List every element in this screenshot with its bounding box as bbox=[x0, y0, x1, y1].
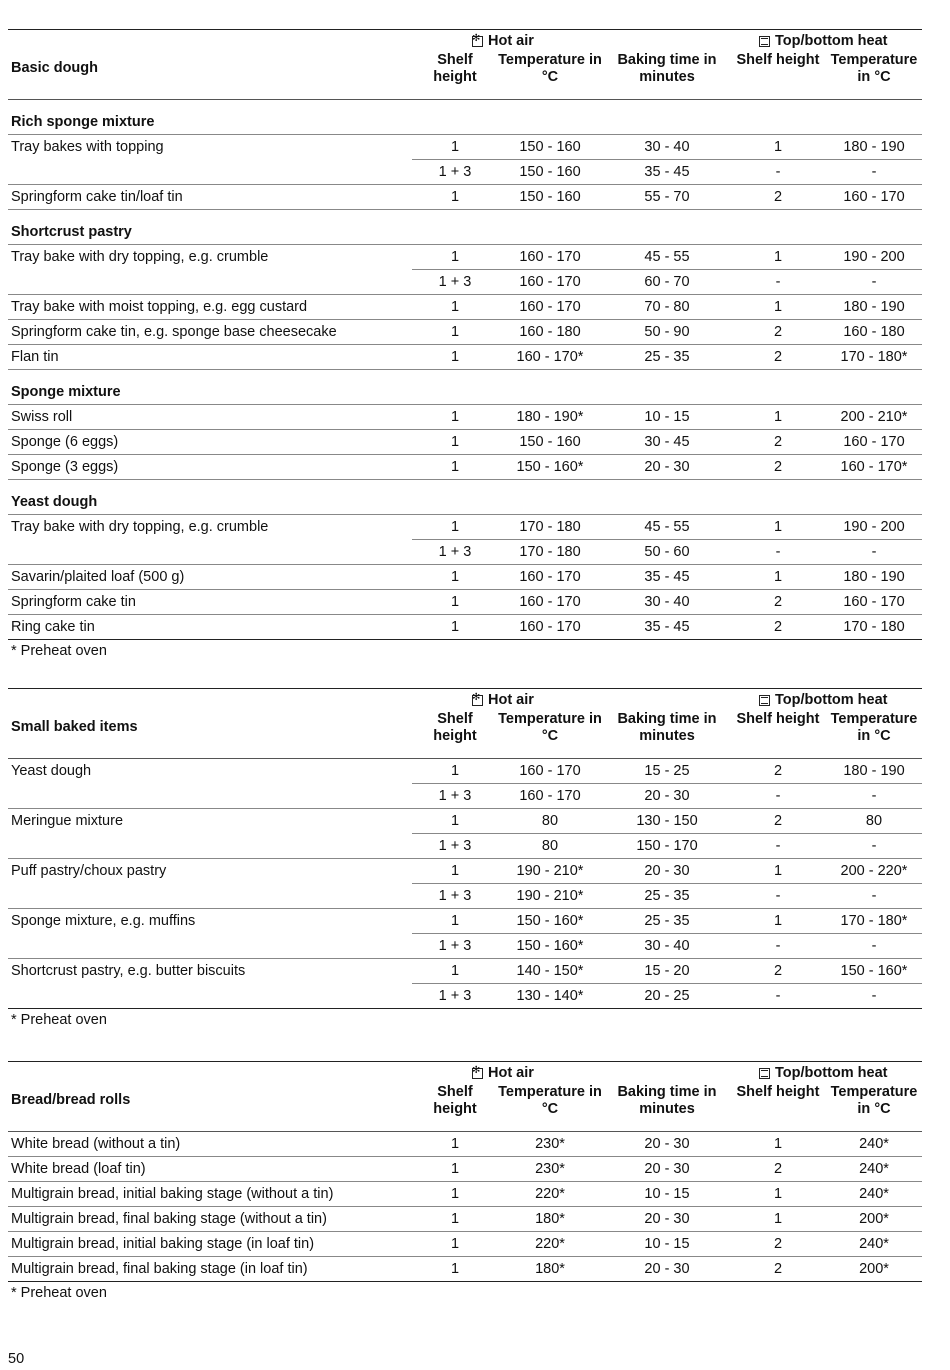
column-header bbox=[8, 1084, 922, 1132]
table-cell: 240* bbox=[859, 1136, 889, 1152]
table-cell: - bbox=[871, 274, 877, 290]
table-cell: - bbox=[871, 544, 877, 560]
top-bottom-heat-mode bbox=[759, 33, 888, 49]
table-row bbox=[8, 295, 922, 320]
table-cell: 1 bbox=[450, 189, 460, 205]
table-cell: 160 - 170 bbox=[519, 763, 581, 779]
table-row bbox=[8, 515, 922, 540]
row-label: Tray bake with moist topping, e.g. egg custard bbox=[11, 299, 308, 315]
footnote: * Preheat oven bbox=[11, 1012, 107, 1028]
table-cell: 150 - 160 bbox=[519, 164, 581, 180]
table-cell: 20 - 30 bbox=[644, 459, 690, 475]
table-cell: 160 - 170 bbox=[519, 299, 581, 315]
table-cell: 150 - 160 bbox=[519, 139, 581, 155]
table-cell: 180 - 190* bbox=[516, 409, 584, 425]
table-cell: 2 bbox=[773, 963, 783, 979]
table-cell: - bbox=[775, 988, 781, 1004]
table-cell: 60 - 70 bbox=[644, 274, 690, 290]
table-cell: 230* bbox=[535, 1161, 565, 1177]
row-label: Ring cake tin bbox=[11, 619, 95, 635]
table-cell: 1 + 3 bbox=[438, 938, 472, 954]
row-label: Springform cake tin bbox=[11, 594, 136, 610]
shelf-height-header: Shelf height bbox=[736, 711, 820, 727]
table-cell: 190 - 210* bbox=[516, 888, 584, 904]
table-row bbox=[8, 859, 922, 884]
row-label: Tray bake with dry topping, e.g. crumble bbox=[11, 249, 269, 265]
table-cell: 170 - 180 bbox=[519, 544, 581, 560]
table-cell: - bbox=[775, 274, 781, 290]
table-cell: 180 - 190 bbox=[843, 139, 905, 155]
mode-header bbox=[8, 689, 922, 711]
table-cell: - bbox=[871, 938, 877, 954]
temperature-header: Temperature in °C bbox=[830, 1084, 918, 1117]
table-cell: 1 bbox=[450, 1186, 460, 1202]
table-cell: 10 - 15 bbox=[644, 409, 690, 425]
shelf-height-header: Shelf height bbox=[433, 1084, 477, 1117]
row-label: Swiss roll bbox=[11, 409, 73, 425]
table-cell: 20 - 30 bbox=[644, 863, 690, 879]
table-cell: - bbox=[775, 938, 781, 954]
temperature-header: Temperature in °C bbox=[498, 52, 602, 85]
table-cell: 70 - 80 bbox=[644, 299, 690, 315]
table-cell: 160 - 180 bbox=[843, 324, 905, 340]
table-cell: 150 - 160* bbox=[516, 938, 584, 954]
row-label: Tray bakes with topping bbox=[11, 139, 164, 155]
table-cell: 20 - 25 bbox=[644, 988, 690, 1004]
table-cell: 2 bbox=[773, 349, 783, 365]
table-cell: 1 bbox=[450, 459, 460, 475]
table-row bbox=[8, 270, 922, 295]
table-cell: 1 bbox=[773, 863, 783, 879]
table-cell: 160 - 170* bbox=[840, 459, 908, 475]
table-cell: - bbox=[775, 888, 781, 904]
table-cell: 1 bbox=[450, 1136, 460, 1152]
row-label: Multigrain bread, final baking stage (without a tin) bbox=[11, 1211, 327, 1227]
table-cell: 160 - 170 bbox=[519, 249, 581, 265]
table-row bbox=[8, 160, 922, 185]
table-cell: 20 - 30 bbox=[644, 1136, 690, 1152]
table-cell: - bbox=[871, 838, 877, 854]
table-cell: 180 - 190 bbox=[843, 299, 905, 315]
table-row bbox=[8, 759, 922, 784]
table-cell: 55 - 70 bbox=[644, 189, 690, 205]
group-heading bbox=[8, 210, 922, 245]
hot-air-mode bbox=[472, 33, 534, 49]
table-cell: 180* bbox=[535, 1211, 565, 1227]
table-cell: 1 bbox=[450, 1161, 460, 1177]
table-row bbox=[8, 884, 922, 909]
table-cell: 2 bbox=[773, 594, 783, 610]
table-cell: 190 - 200 bbox=[843, 249, 905, 265]
row-label: Springform cake tin, e.g. sponge base cheesecake bbox=[11, 324, 337, 340]
table-cell: 1 bbox=[450, 913, 460, 929]
table-bread-rolls bbox=[8, 1061, 922, 1301]
table-cell: 1 bbox=[450, 139, 460, 155]
table-cell: 20 - 30 bbox=[644, 1211, 690, 1227]
table-cell: 2 bbox=[773, 324, 783, 340]
top-bottom-heat-label: Top/bottom heat bbox=[775, 1065, 888, 1081]
table-row bbox=[8, 1182, 922, 1207]
table-cell: 1 bbox=[773, 1186, 783, 1202]
table-cell: 160 - 170 bbox=[843, 189, 905, 205]
table-cell: - bbox=[775, 838, 781, 854]
table-cell: 20 - 30 bbox=[644, 788, 690, 804]
table-row bbox=[8, 320, 922, 345]
top-bottom-heat-icon bbox=[759, 1068, 770, 1079]
table-cell: 1 bbox=[773, 409, 783, 425]
table-cell: 1 bbox=[773, 1136, 783, 1152]
table-cell: 15 - 20 bbox=[644, 963, 690, 979]
table-cell: 10 - 15 bbox=[644, 1186, 690, 1202]
table-cell: 200* bbox=[859, 1211, 889, 1227]
shelf-height-header: Shelf height bbox=[736, 52, 820, 68]
table-cell: 35 - 45 bbox=[644, 619, 690, 635]
row-label: Shortcrust pastry, e.g. butter biscuits bbox=[11, 963, 246, 979]
table-cell: 20 - 30 bbox=[644, 1161, 690, 1177]
table-cell: 1 bbox=[773, 1211, 783, 1227]
group-heading bbox=[8, 480, 922, 515]
table-cell: 150 - 160 bbox=[519, 434, 581, 450]
table-row bbox=[8, 245, 922, 270]
footnote: * Preheat oven bbox=[11, 643, 107, 659]
row-label: White bread (loaf tin) bbox=[11, 1161, 146, 1177]
table-cell: 30 - 45 bbox=[644, 434, 690, 450]
table-row bbox=[8, 934, 922, 959]
hot-air-label: Hot air bbox=[488, 1065, 534, 1081]
table-cell: 1 bbox=[450, 813, 460, 829]
table-cell: 160 - 170 bbox=[519, 274, 581, 290]
table-cell: 1 bbox=[773, 139, 783, 155]
table-cell: 2 bbox=[773, 763, 783, 779]
table-cell: 170 - 180 bbox=[519, 519, 581, 535]
table-cell: 180 - 190 bbox=[843, 763, 905, 779]
table-cell: 1 + 3 bbox=[438, 888, 472, 904]
table-cell: 160 - 170 bbox=[519, 619, 581, 635]
table-cell: 1 + 3 bbox=[438, 274, 472, 290]
table-row bbox=[8, 909, 922, 934]
table-cell: 180 - 190 bbox=[843, 569, 905, 585]
table-cell: 240* bbox=[859, 1186, 889, 1202]
table-cell: 150 - 160 bbox=[519, 189, 581, 205]
row-label: Yeast dough bbox=[11, 763, 92, 779]
table-cell: 35 - 45 bbox=[644, 164, 690, 180]
row-label: Meringue mixture bbox=[11, 813, 124, 829]
table-cell: 10 - 15 bbox=[644, 1236, 690, 1252]
baking-time-header: Baking time in minutes bbox=[617, 52, 717, 85]
fan-icon bbox=[472, 1068, 483, 1079]
table-row bbox=[8, 959, 922, 984]
table-row bbox=[8, 565, 922, 590]
table-cell: 45 - 55 bbox=[644, 519, 690, 535]
table-cell: 1 bbox=[450, 1236, 460, 1252]
table-cell: 160 - 170 bbox=[843, 434, 905, 450]
table-basic-dough bbox=[8, 29, 922, 659]
table-cell: - bbox=[871, 164, 877, 180]
group-heading-label: Sponge mixture bbox=[11, 384, 121, 400]
table-cell: 30 - 40 bbox=[644, 139, 690, 155]
table-cell: - bbox=[775, 544, 781, 560]
top-bottom-heat-icon bbox=[759, 695, 770, 706]
table-cell: 160 - 170 bbox=[519, 594, 581, 610]
row-label: Multigrain bread, initial baking stage (in loaf tin) bbox=[11, 1236, 315, 1252]
table-cell: 170 - 180* bbox=[840, 349, 908, 365]
column-header bbox=[8, 52, 922, 100]
row-label: Savarin/plaited loaf (500 g) bbox=[11, 569, 185, 585]
shelf-height-header: Shelf height bbox=[433, 711, 477, 744]
table-cell: 25 - 35 bbox=[644, 888, 690, 904]
top-bottom-heat-mode bbox=[759, 1065, 888, 1081]
table-cell: 1 bbox=[450, 519, 460, 535]
table-cell: 170 - 180 bbox=[843, 619, 905, 635]
table-cell: 190 - 200 bbox=[843, 519, 905, 535]
table-cell: 1 + 3 bbox=[438, 788, 472, 804]
table-cell: 25 - 35 bbox=[644, 913, 690, 929]
table-cell: 1 bbox=[773, 569, 783, 585]
shelf-height-header: Shelf height bbox=[736, 1084, 820, 1100]
table-row bbox=[8, 455, 922, 480]
row-label: Sponge (6 eggs) bbox=[11, 434, 119, 450]
shelf-height-header: Shelf height bbox=[433, 52, 477, 85]
column-header bbox=[8, 711, 922, 759]
table-cell: 140 - 150* bbox=[516, 963, 584, 979]
table-row bbox=[8, 809, 922, 834]
table-cell: 2 bbox=[773, 1236, 783, 1252]
table-cell: 50 - 60 bbox=[644, 544, 690, 560]
table-row bbox=[8, 345, 922, 370]
table-cell: 240* bbox=[859, 1236, 889, 1252]
table-cell: 1 bbox=[450, 349, 460, 365]
mode-header bbox=[8, 30, 922, 52]
table-cell: 1 bbox=[450, 409, 460, 425]
table-cell: 130 - 150 bbox=[636, 813, 698, 829]
table-cell: 160 - 170* bbox=[516, 349, 584, 365]
table-cell: 2 bbox=[773, 189, 783, 205]
hot-air-mode bbox=[472, 1065, 534, 1081]
row-label: Tray bake with dry topping, e.g. crumble bbox=[11, 519, 269, 535]
table-cell: 30 - 40 bbox=[644, 594, 690, 610]
table-cell: 160 - 170 bbox=[519, 788, 581, 804]
table-cell: 170 - 180* bbox=[840, 913, 908, 929]
table-cell: 180* bbox=[535, 1261, 565, 1277]
table-cell: - bbox=[871, 888, 877, 904]
hot-air-label: Hot air bbox=[488, 692, 534, 708]
table-cell: 220* bbox=[535, 1236, 565, 1252]
table-cell: 2 bbox=[773, 1261, 783, 1277]
table-row bbox=[8, 405, 922, 430]
table-cell: 1 bbox=[450, 1261, 460, 1277]
table-cell: 1 bbox=[450, 763, 460, 779]
table-cell: 160 - 170 bbox=[519, 569, 581, 585]
table-cell: 160 - 170 bbox=[843, 594, 905, 610]
table-cell: 2 bbox=[773, 1161, 783, 1177]
table-cell: - bbox=[871, 988, 877, 1004]
table-row bbox=[8, 185, 922, 210]
table-title: Basic dough bbox=[11, 60, 99, 76]
table-row bbox=[8, 135, 922, 160]
table-row bbox=[8, 784, 922, 809]
table-cell: 2 bbox=[773, 434, 783, 450]
top-bottom-heat-mode bbox=[759, 692, 888, 708]
top-bottom-heat-label: Top/bottom heat bbox=[775, 33, 888, 49]
table-row bbox=[8, 590, 922, 615]
table-cell: 1 bbox=[450, 863, 460, 879]
table-row bbox=[8, 1157, 922, 1182]
table-row bbox=[8, 540, 922, 565]
hot-air-mode bbox=[472, 692, 534, 708]
table-row bbox=[8, 615, 922, 640]
table-cell: 1 + 3 bbox=[438, 988, 472, 1004]
table-cell: 150 - 160* bbox=[516, 459, 584, 475]
table-cell: 80 bbox=[541, 838, 559, 854]
table-cell: 25 - 35 bbox=[644, 349, 690, 365]
table-cell: 1 bbox=[450, 569, 460, 585]
table-cell: 150 - 170 bbox=[636, 838, 698, 854]
table-cell: 190 - 210* bbox=[516, 863, 584, 879]
table-cell: 1 bbox=[450, 619, 460, 635]
row-label: Flan tin bbox=[11, 349, 59, 365]
table-cell: 1 bbox=[450, 299, 460, 315]
table-cell: 1 bbox=[450, 594, 460, 610]
table-cell: 1 bbox=[773, 249, 783, 265]
row-label: Puff pastry/choux pastry bbox=[11, 863, 167, 879]
table-row bbox=[8, 1232, 922, 1257]
table-cell: 1 bbox=[450, 249, 460, 265]
table-cell: 200 - 210* bbox=[840, 409, 908, 425]
table-row bbox=[8, 984, 922, 1009]
row-label: White bread (without a tin) bbox=[11, 1136, 181, 1152]
table-small-baked-items bbox=[8, 688, 922, 1028]
table-cell: 1 bbox=[450, 434, 460, 450]
table-cell: 35 - 45 bbox=[644, 569, 690, 585]
table-row bbox=[8, 1132, 922, 1157]
temperature-header: Temperature in °C bbox=[830, 711, 918, 744]
table-cell: 220* bbox=[535, 1186, 565, 1202]
temperature-header: Temperature in °C bbox=[498, 1084, 602, 1117]
table-cell: 230* bbox=[535, 1136, 565, 1152]
row-label: Multigrain bread, final baking stage (in loaf tin) bbox=[11, 1261, 308, 1277]
table-cell: 1 bbox=[773, 519, 783, 535]
table-cell: - bbox=[871, 788, 877, 804]
baking-time-header: Baking time in minutes bbox=[617, 1084, 717, 1117]
table-cell: 80 bbox=[865, 813, 883, 829]
table-cell: 150 - 160* bbox=[516, 913, 584, 929]
table-cell: 45 - 55 bbox=[644, 249, 690, 265]
table-cell: 50 - 90 bbox=[644, 324, 690, 340]
table-cell: 1 bbox=[773, 299, 783, 315]
group-heading-label: Rich sponge mixture bbox=[11, 114, 155, 130]
table-cell: 30 - 40 bbox=[644, 938, 690, 954]
row-label: Sponge (3 eggs) bbox=[11, 459, 119, 475]
table-cell: 1 + 3 bbox=[438, 164, 472, 180]
table-cell: 200* bbox=[859, 1261, 889, 1277]
fan-icon bbox=[472, 695, 483, 706]
group-heading-label: Shortcrust pastry bbox=[11, 224, 132, 240]
fan-icon bbox=[472, 36, 483, 47]
page-number: 50 bbox=[8, 1351, 25, 1367]
table-cell: 2 bbox=[773, 813, 783, 829]
row-label: Springform cake tin/loaf tin bbox=[11, 189, 183, 205]
hot-air-label: Hot air bbox=[488, 33, 534, 49]
table-cell: - bbox=[775, 788, 781, 804]
group-heading bbox=[8, 100, 922, 135]
table-cell: 240* bbox=[859, 1161, 889, 1177]
table-cell: 200 - 220* bbox=[840, 863, 908, 879]
table-row bbox=[8, 834, 922, 859]
table-cell: 20 - 30 bbox=[644, 1261, 690, 1277]
table-cell: 160 - 180 bbox=[519, 324, 581, 340]
table-row bbox=[8, 1207, 922, 1232]
group-heading-label: Yeast dough bbox=[11, 494, 98, 510]
table-cell: - bbox=[775, 164, 781, 180]
footnote: * Preheat oven bbox=[11, 1285, 107, 1301]
group-heading bbox=[8, 370, 922, 405]
table-cell: 150 - 160* bbox=[840, 963, 908, 979]
table-title: Small baked items bbox=[11, 719, 138, 735]
table-cell: 1 bbox=[450, 963, 460, 979]
table-cell: 1 bbox=[450, 1211, 460, 1227]
table-cell: 2 bbox=[773, 619, 783, 635]
temperature-header: Temperature in °C bbox=[830, 52, 918, 85]
table-row bbox=[8, 430, 922, 455]
table-row bbox=[8, 1257, 922, 1282]
table-title: Bread/bread rolls bbox=[11, 1092, 131, 1108]
table-cell: 1 + 3 bbox=[438, 544, 472, 560]
top-bottom-heat-icon bbox=[759, 36, 770, 47]
table-cell: 1 + 3 bbox=[438, 838, 472, 854]
table-cell: 130 - 140* bbox=[516, 988, 584, 1004]
table-cell: 80 bbox=[541, 813, 559, 829]
temperature-header: Temperature in °C bbox=[498, 711, 602, 744]
row-label: Sponge mixture, e.g. muffins bbox=[11, 913, 196, 929]
table-cell: 1 bbox=[773, 913, 783, 929]
mode-header bbox=[8, 1062, 922, 1084]
row-label: Multigrain bread, initial baking stage (without a tin) bbox=[11, 1186, 334, 1202]
top-bottom-heat-label: Top/bottom heat bbox=[775, 692, 888, 708]
table-cell: 2 bbox=[773, 459, 783, 475]
table-cell: 1 bbox=[450, 324, 460, 340]
table-cell: 15 - 25 bbox=[644, 763, 690, 779]
baking-time-header: Baking time in minutes bbox=[617, 711, 717, 744]
